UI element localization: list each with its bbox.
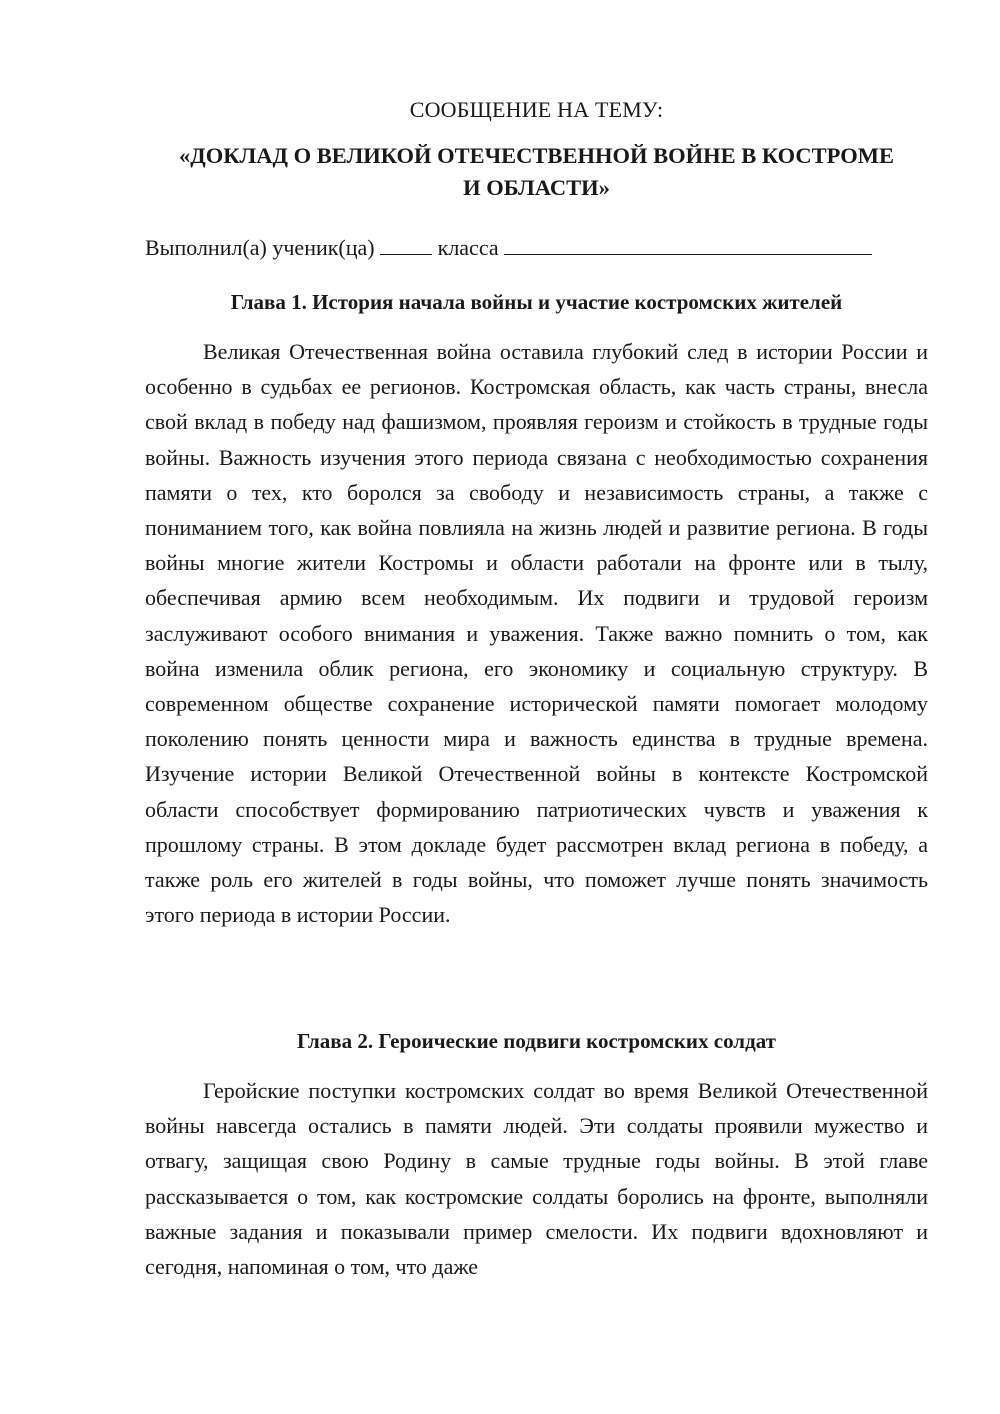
document-title	[145, 140, 928, 204]
chapter-1-heading: Глава 1. История начала войны и участие костромских жителей	[230, 290, 843, 314]
chapter-2-heading: Глава 2. Героические подвиги костромских солдат	[297, 1029, 776, 1053]
name-blank	[504, 234, 872, 255]
document-title-line-2: И ОБЛАСТИ»	[463, 175, 610, 200]
grade-blank	[380, 234, 432, 255]
chapter-1-paragraph: Великая Отечественная война оставила глубокий след в истории России и особенно в судьбах ее регионов. Костромская область, как часть страны, внесла свой вклад в победу над фашизмом, проявляя героизм и стойкость в трудные годы войны. Важность изучения этого периода связана с необходимостью сохранения памяти о тех, кто боролся за свободу и независимость страны, а также с пониманием того, как война повлияла на жизнь людей и развитие региона. В годы войны многие жители Костромы и области работали на фронте или в тылу, обеспечивая армию всем необходимым. Их подвиги и трудовой героизм заслуживают особого внимания и уважения. Также важно помнить о том, как война изменила облик региона, его экономику и социальную структуру. В современном обществе сохранение исторической памяти помогает молодому поколению понять ценности мира и важность единства в трудные времена. Изучение истории Великой Отечественной войны в контексте Костромской области способствует формированию патриотических чувств и уважения к прошлому страны. В этом докладе будет рассмотрен вклад региона в победу, а также роль его жителей в годы войны, что поможет лучше понять значимость этого периода в истории России.	[145, 339, 928, 928]
author-line	[145, 232, 928, 264]
author-class-label: класса	[437, 235, 499, 260]
author-prefix: Выполнил(а) ученик(ца)	[145, 235, 375, 260]
chapter-2-paragraph: Геройские поступки костромских солдат во время Великой Отечественной войны навсегда остались в памяти людей. Эти солдаты проявили мужество и отвагу, защищая свою Родину в самые трудные годы войны. В этой главе рассказывается о том, как костромские солдаты боролись на фронте, выполняли важные задания и показывали пример смелости. Их подвиги вдохновляют и сегодня, напоминая о том, что даже	[145, 1078, 928, 1280]
document-title-line-1: «ДОКЛАД О ВЕЛИКОЙ ОТЕЧЕСТВЕННОЙ ВОЙНЕ В КОСТРОМЕ	[178, 143, 894, 168]
document-header: СООБЩЕНИЕ НА ТЕМУ:	[409, 97, 664, 122]
